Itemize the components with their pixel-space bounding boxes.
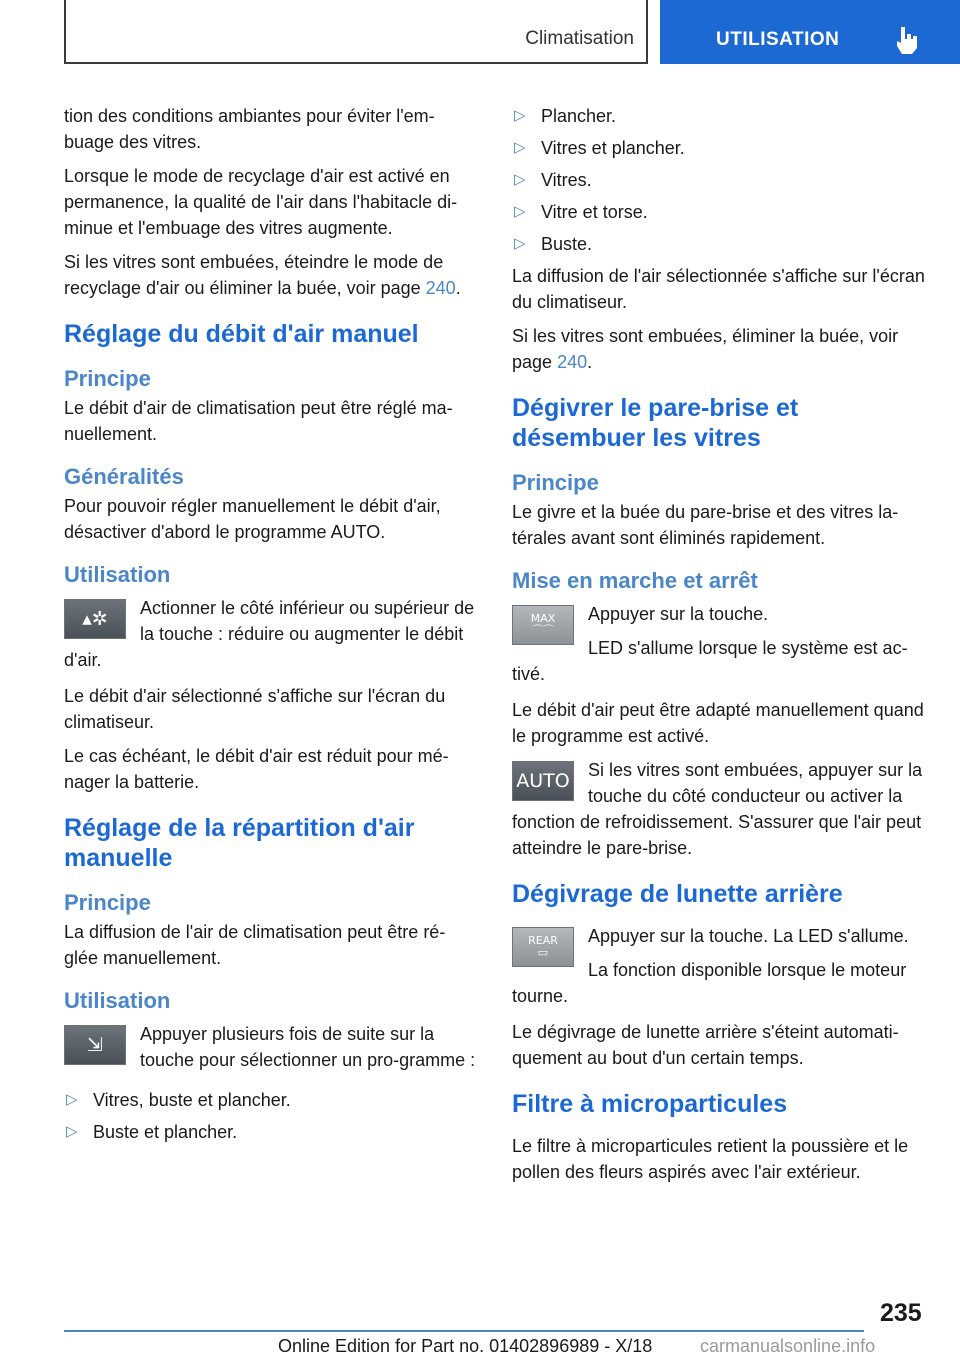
paragraph: La fonction disponible lorsque le moteur tourne. [512, 960, 907, 1006]
paragraph: Le débit d'air de climatisation peut être réglé ma-nuellement. [64, 398, 453, 444]
triangle-bullet-icon: ▷ [66, 1091, 78, 1108]
max-defrost-button-icon: MAX ⌒⌒ [512, 605, 574, 645]
list-item: ▷ Vitres et plancher. [512, 135, 928, 161]
subsection-heading: Utilisation [64, 562, 171, 587]
paragraph: Lorsque le mode de recyclage d'air est activé en permanence, la qualité de l'air dans l'habitacle di-minue et l'embuage des vitres augmente. [64, 166, 458, 238]
paragraph: Le givre et la buée du pare-brise et des vitres la-térales avant sont éliminés rapidement. [512, 502, 899, 548]
paragraph: Actionner le côté inférieur ou supérieur de la touche : réduire ou augmenter le débit d'air. [64, 598, 475, 670]
paragraph: La diffusion de l'air de climatisation peut être ré-glée manuellement. [64, 922, 446, 968]
paragraph: Le débit d'air peut être adapté manuellement quand le programme est activé. [512, 700, 924, 746]
triangle-bullet-icon: ▷ [514, 235, 526, 252]
subsection-heading: Utilisation [64, 988, 171, 1013]
paragraph: Le dégivrage de lunette arrière s'éteint automati-quement au bout d'un certain temps. [512, 1022, 899, 1068]
watermark: carmanualsonline.info [700, 1336, 876, 1356]
triangle-bullet-icon: ▷ [514, 139, 526, 156]
list-item: ▷ Vitres. [512, 167, 928, 193]
auto-button-icon: AUTO [512, 761, 574, 801]
airflow-instruction [64, 595, 479, 673]
subsection-heading: Mise en marche et arrêt [512, 568, 758, 593]
paragraph: Le cas échéant, le débit d'air est réduit pour mé-nager la batterie. [64, 746, 449, 792]
section-heading: Réglage de la répartition d'air manuelle [64, 814, 415, 872]
page-link[interactable]: 240 [557, 352, 588, 372]
paragraph: Le filtre à microparticules retient la poussière et le pollen des fleurs aspirés avec l'air extérieur. [512, 1136, 909, 1182]
page-number: 235 [880, 1299, 922, 1327]
list-item: ▷ Vitre et torse. [512, 199, 928, 225]
max-defrost-instruction [512, 601, 928, 687]
right-column [512, 103, 928, 1193]
header-chapter-title: UTILISATION [716, 29, 840, 50]
list-item: ▷ Plancher. [512, 103, 928, 129]
section-heading: Réglage du débit d'air manuel [64, 320, 419, 348]
triangle-bullet-icon: ▷ [66, 1123, 78, 1140]
section-heading: Dégivrer le pare-brise et désembuer les vitres [512, 394, 799, 452]
footer-divider [64, 1330, 864, 1332]
triangle-bullet-icon: ▷ [514, 107, 526, 124]
paragraph: Appuyer sur la touche. La LED s'allume. [588, 926, 909, 946]
paragraph-with-link: Si les vitres sont embuées, éliminer la buée, voir page 240. [512, 326, 899, 372]
footer-edition: Online Edition for Part no. 01402896989 - X/18 [278, 1336, 653, 1356]
subsection-heading: Principe [64, 366, 151, 391]
list-item: ▷ Buste. [512, 231, 928, 257]
paragraph: La diffusion de l'air sélectionnée s'affiche sur l'écran du climatiseur. [512, 266, 925, 312]
paragraph: Si les vitres sont embuées, appuyer sur la touche du côté conducteur ou activer la fonction de refroidissement. S'assurer que l'air peut atteindre le pare-brise. [512, 760, 923, 858]
subsection-heading: Principe [64, 890, 151, 915]
subsection-heading: Généralités [64, 464, 184, 489]
list-item: ▷ Vitres, buste et plancher. [64, 1087, 479, 1113]
hand-pointer-icon [892, 24, 922, 56]
rear-defrost-button-icon: REAR ▭ [512, 927, 574, 967]
page-link[interactable]: 240 [425, 278, 456, 298]
rear-defrost-instruction [512, 923, 928, 1009]
program-list [64, 1087, 479, 1145]
distribution-instruction [64, 1021, 479, 1077]
paragraph-with-link: Si les vitres sont embuées, éteindre le mode de recyclage d'air ou éliminer la buée, voir page 240. [64, 252, 461, 298]
paragraph: Appuyer sur la touche. [588, 604, 769, 624]
section-heading: Filtre à microparticules [512, 1090, 788, 1118]
air-distribution-button-icon: ⇲ [64, 1025, 126, 1065]
subsection-heading: Principe [512, 470, 599, 495]
program-list [512, 103, 928, 257]
auto-instruction [512, 757, 928, 861]
paragraph: tion des conditions ambiantes pour éviter l'em-buage des vitres. [64, 106, 435, 152]
triangle-bullet-icon: ▷ [514, 203, 526, 220]
header-section-title: Climatisation [525, 28, 634, 49]
fan-button-icon: ▴✲ [64, 599, 126, 639]
paragraph: Pour pouvoir régler manuellement le débit d'air, désactiver d'abord le programme AUTO. [64, 496, 441, 542]
list-item: ▷ Buste et plancher. [64, 1119, 479, 1145]
triangle-bullet-icon: ▷ [514, 171, 526, 188]
left-column [64, 103, 479, 1151]
header-section-box [64, 0, 648, 64]
section-heading: Dégivrage de lunette arrière [512, 880, 843, 908]
header-chapter-box [660, 0, 960, 64]
paragraph: Le débit d'air sélectionné s'affiche sur l'écran du climatiseur. [64, 686, 446, 732]
paragraph: LED s'allume lorsque le système est ac-tivé. [512, 638, 908, 684]
paragraph: Appuyer plusieurs fois de suite sur la touche pour sélectionner un pro-gramme : [140, 1024, 476, 1070]
